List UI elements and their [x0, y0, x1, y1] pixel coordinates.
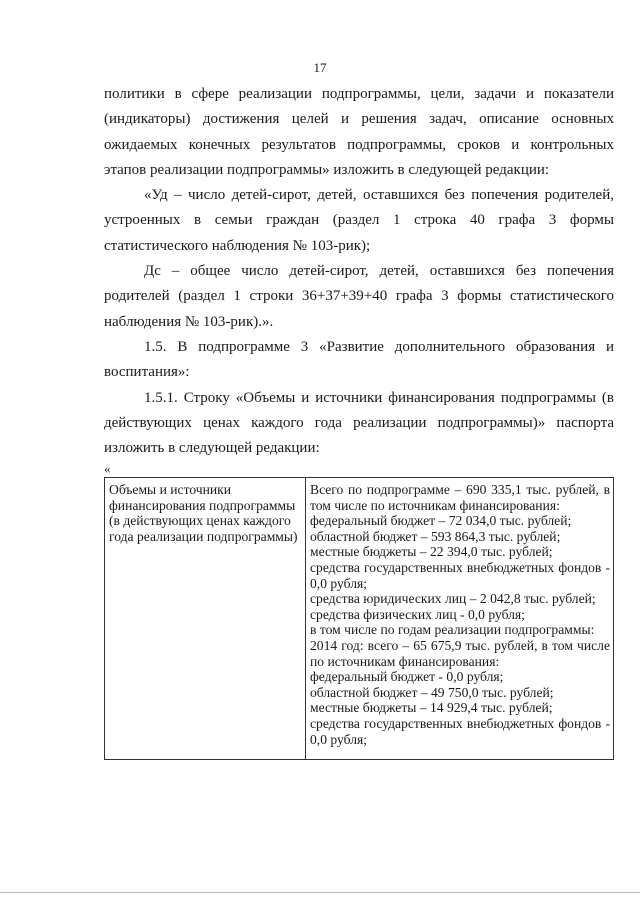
financing-line-total: Всего по подпрограмме – 690 335,1 тыс. рублей, в том числе по источникам финансирования: — [310, 482, 610, 513]
financing-line-2014-regional: областной бюджет – 49 750,0 тыс. рублей; — [310, 684, 554, 700]
financing-line-federal: федеральный бюджет – 72 034,0 тыс. рублей; — [310, 513, 572, 529]
table-cell-label: Объемы и источники финансирования подпрограммы (в действующих ценах каждого года реализации подпрограммы) — [105, 478, 306, 760]
paragraph-section-1-5: 1.5. В подпрограмме 3 «Развитие дополнительного образования и воспитания»: — [104, 338, 614, 381]
body-text — [104, 82, 614, 461]
financing-line-regional: областной бюджет – 593 864,3 тыс. рублей; — [310, 528, 561, 544]
financing-line-legal-entities: средства юридических лиц – 2 042,8 тыс. рублей; — [310, 591, 596, 607]
paragraph-section-1-5-1: 1.5.1. Строку «Объемы и источники финансирования подпрограммы (в действующих ценах каждого года реализации подпрограммы)» паспорта изложить в следующей редакции: — [104, 389, 614, 457]
page-number: 17 — [313, 60, 327, 75]
financing-line-local: местные бюджеты – 22 394,0 тыс. рублей; — [310, 544, 553, 560]
paragraph-ud-definition: «Уд – число детей-сирот, детей, оставшихся без попечения родителей, устроенных в семьи граждан (раздел 1 строка 40 графа 3 формы статистического наблюдения № 103-рик); — [104, 187, 614, 254]
page-bottom-rule — [0, 892, 640, 893]
financing-line-2014-local: местные бюджеты – 14 929,4 тыс. рублей; — [310, 700, 553, 716]
financing-line-individuals: средства физических лиц - 0,0 рубля; — [310, 606, 525, 622]
table-row — [105, 478, 614, 760]
quote-mark: « — [104, 461, 111, 476]
paragraph-ds-definition: Дс – общее число детей-сирот, детей, оставшихся без попечения родителей (раздел 1 строки 36+37+39+40 графа 3 формы статистического наблюдения № 103-рик).». — [104, 263, 614, 330]
paragraph-intro: политики в сфере реализации подпрограммы, цели, задачи и показатели (индикаторы) достижения целей и решения задач, описание основных ожидаемых конечных результатов подпрограммы, сроков и контрольных этапов реализации подпрограммы» изложить в следующей редакции: — [104, 86, 614, 178]
table-cell-financing — [306, 478, 614, 760]
financing-line-state-funds: средства государственных внебюджетных фондов - 0,0 рубля; — [310, 559, 610, 591]
financing-line-2014-state-funds: средства государственных внебюджетных фондов - 0,0 рубля; — [310, 715, 610, 747]
financing-line-2014-federal: федеральный бюджет - 0,0 рубля; — [310, 669, 504, 685]
financing-line-by-years: в том числе по годам реализации подпрограммы: — [310, 622, 595, 638]
financing-line-2014-total: 2014 год: всего – 65 675,9 тыс. рублей, в том числе по источникам финансирования: — [310, 637, 610, 669]
financing-table — [104, 477, 614, 760]
